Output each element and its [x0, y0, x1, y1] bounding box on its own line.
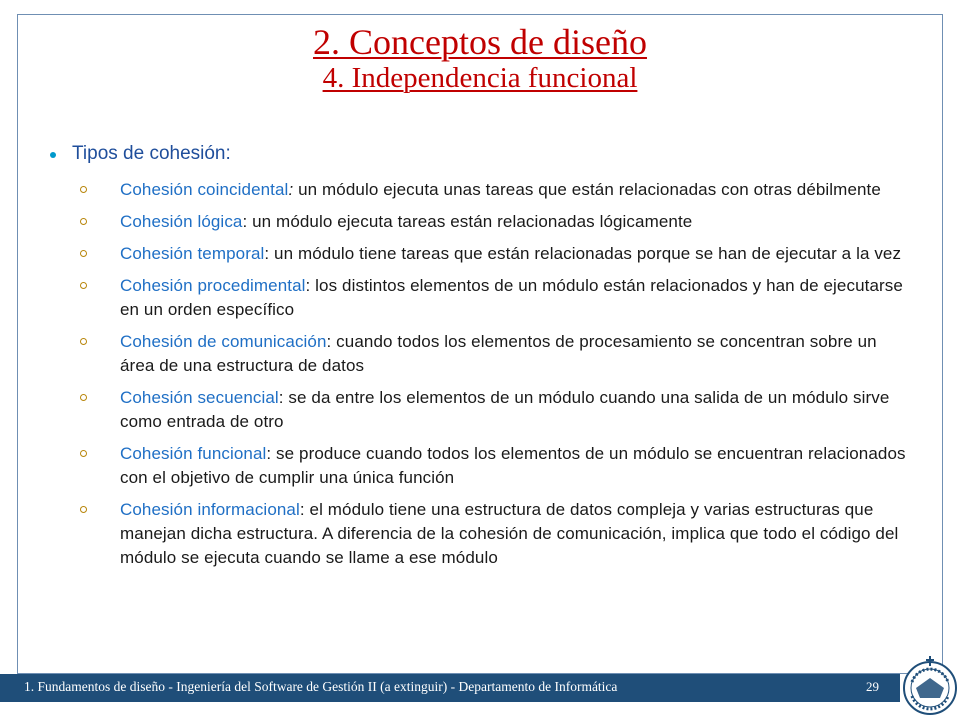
ring-bullet-icon — [80, 186, 87, 193]
cohesion-types-heading: Tipos de cohesión: — [44, 140, 914, 168]
ring-bullet-icon — [80, 250, 87, 257]
cohesion-term: Cohesión funcional — [120, 444, 267, 463]
cohesion-term: Cohesión lógica — [120, 212, 243, 231]
list-item — [44, 386, 914, 434]
cohesion-description: cuando todos los elementos de procesamiento se concentran sobre un área de una estructura de datos — [120, 332, 877, 375]
term-separator: : — [288, 180, 294, 199]
footer-bar — [0, 674, 900, 702]
ring-bullet-icon — [80, 506, 87, 513]
list-item — [44, 442, 914, 490]
page-number: 29 — [866, 679, 879, 694]
list-item — [44, 330, 914, 378]
ring-bullet-icon — [80, 394, 87, 401]
slide-subtitle: 4. Independencia funcional — [322, 62, 638, 94]
term-separator: : — [264, 244, 270, 263]
cohesion-description: un módulo ejecuta unas tareas que están relacionadas con otras débilmente — [293, 180, 881, 199]
term-separator: : — [278, 388, 284, 407]
term-separator: : — [242, 212, 248, 231]
slide-content — [44, 140, 914, 578]
list-item — [44, 242, 914, 266]
cohesion-term: Cohesión de comunicación — [120, 332, 327, 351]
cohesion-description: se da entre los elementos de un módulo cuando una salida de un módulo sirve como entrada de otro — [120, 388, 890, 431]
term-separator: : — [299, 500, 305, 519]
cohesion-description: un módulo tiene tareas que están relacionadas porque se han de ejecutar a la vez — [269, 244, 902, 263]
footer-text: 1. Fundamentos de diseño - Ingeniería del Software de Gestión II (a extinguir) - Departamento de Informática — [24, 679, 618, 694]
cohesion-term: Cohesión secuencial — [120, 388, 279, 407]
cohesion-list — [44, 178, 914, 570]
term-separator: : — [305, 276, 311, 295]
ring-bullet-icon — [80, 282, 87, 289]
ring-bullet-icon — [80, 450, 87, 457]
list-item — [44, 178, 914, 202]
cohesion-description: el módulo tiene una estructura de datos compleja y varias estructuras que manejan dicha estructura. A diferencia de la cohesión de comunicación, implica que todo el código del módulo se ejecuta cuando se llame a ese módulo — [120, 500, 899, 567]
cohesion-description: un módulo ejecuta tareas están relacionadas lógicamente — [247, 212, 693, 231]
term-separator: : — [266, 444, 272, 463]
term-separator: : — [326, 332, 332, 351]
list-item — [44, 210, 914, 234]
slide-title: 2. Conceptos de diseño — [313, 22, 647, 62]
cohesion-term: Cohesión procedimental — [120, 276, 306, 295]
university-seal-icon — [900, 652, 958, 716]
ring-bullet-icon — [80, 338, 87, 345]
bullet-icon — [50, 152, 56, 158]
cohesion-description: los distintos elementos de un módulo están relacionados y han de ejecutarse en un orden específico — [120, 276, 903, 319]
ring-bullet-icon — [80, 218, 87, 225]
cohesion-term: Cohesión temporal — [120, 244, 265, 263]
cohesion-description: se produce cuando todos los elementos de un módulo se encuentran relacionados con el objetivo de cumplir una única función — [120, 444, 906, 487]
cohesion-term: Cohesión informacional — [120, 500, 300, 519]
cohesion-term: Cohesión coincidental — [120, 180, 289, 199]
list-item — [44, 498, 914, 570]
list-item — [44, 274, 914, 322]
